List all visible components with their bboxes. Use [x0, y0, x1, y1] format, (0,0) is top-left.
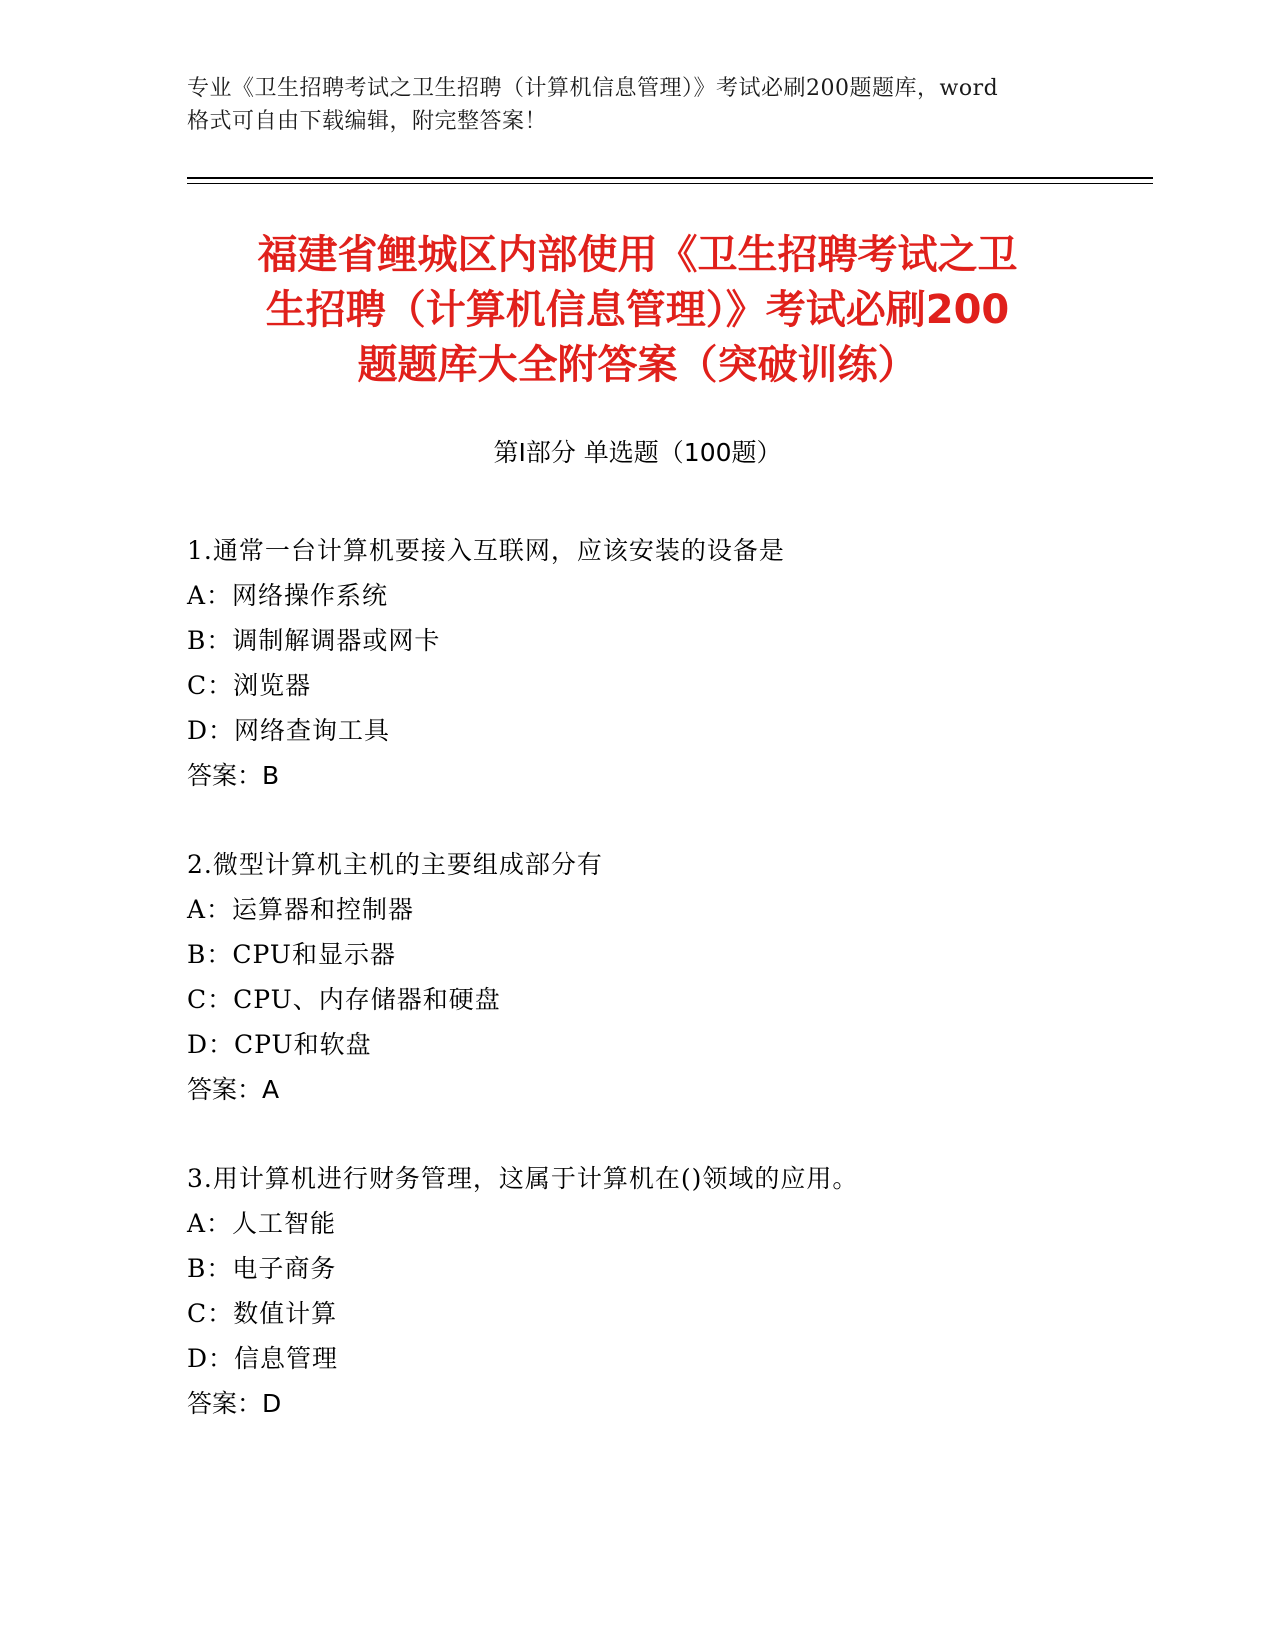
answer: 答案：A [187, 1075, 280, 1104]
option-c: C：浏览器 [187, 671, 312, 700]
section-heading: 第Ⅰ部分 单选题（100题） [493, 438, 782, 467]
header-divider-thin [187, 183, 1153, 184]
question-stem: 1.通常一台计算机要接入互联网，应该安装的设备是 [187, 536, 785, 565]
question-2 [187, 842, 1087, 1112]
option-d: D：信息管理 [187, 1344, 339, 1373]
question-stem: 2.微型计算机主机的主要组成部分有 [187, 850, 603, 879]
header-divider-thick [187, 177, 1153, 179]
option-c: C：数值计算 [187, 1299, 338, 1328]
document-title-line-2: 生招聘（计算机信息管理）》考试必刷200 [265, 287, 1010, 333]
option-a: A：人工智能 [187, 1209, 337, 1238]
option-c: C：CPU、内存储器和硬盘 [187, 985, 501, 1014]
document-title [150, 228, 1125, 393]
answer: 答案：D [187, 1389, 282, 1418]
option-b: B：电子商务 [187, 1254, 337, 1283]
option-a: A：运算器和控制器 [187, 895, 415, 924]
document-title-line-3: 题题库大全附答案（突破训练） [357, 342, 918, 388]
option-b: B：CPU和显示器 [187, 940, 396, 969]
question-3 [187, 1156, 1087, 1426]
document-title-line-1: 福建省鲤城区内部使用《卫生招聘考试之卫 [257, 232, 1018, 278]
question-1 [187, 528, 1087, 798]
question-list [187, 528, 1087, 1470]
option-d: D：CPU和软盘 [187, 1030, 372, 1059]
header-note-line-1: 专业《卫生招聘考试之卫生招聘（计算机信息管理）》考试必刷200题题库，word [187, 76, 999, 101]
question-stem: 3.用计算机进行财务管理，这属于计算机在()领域的应用。 [187, 1164, 859, 1193]
answer: 答案：B [187, 761, 280, 790]
option-b: B：调制解调器或网卡 [187, 626, 441, 655]
option-a: A：网络操作系统 [187, 581, 389, 610]
header-note [187, 72, 1087, 138]
option-d: D：网络查询工具 [187, 716, 391, 745]
header-note-line-2: 格式可自由下载编辑，附完整答案！ [187, 109, 548, 134]
